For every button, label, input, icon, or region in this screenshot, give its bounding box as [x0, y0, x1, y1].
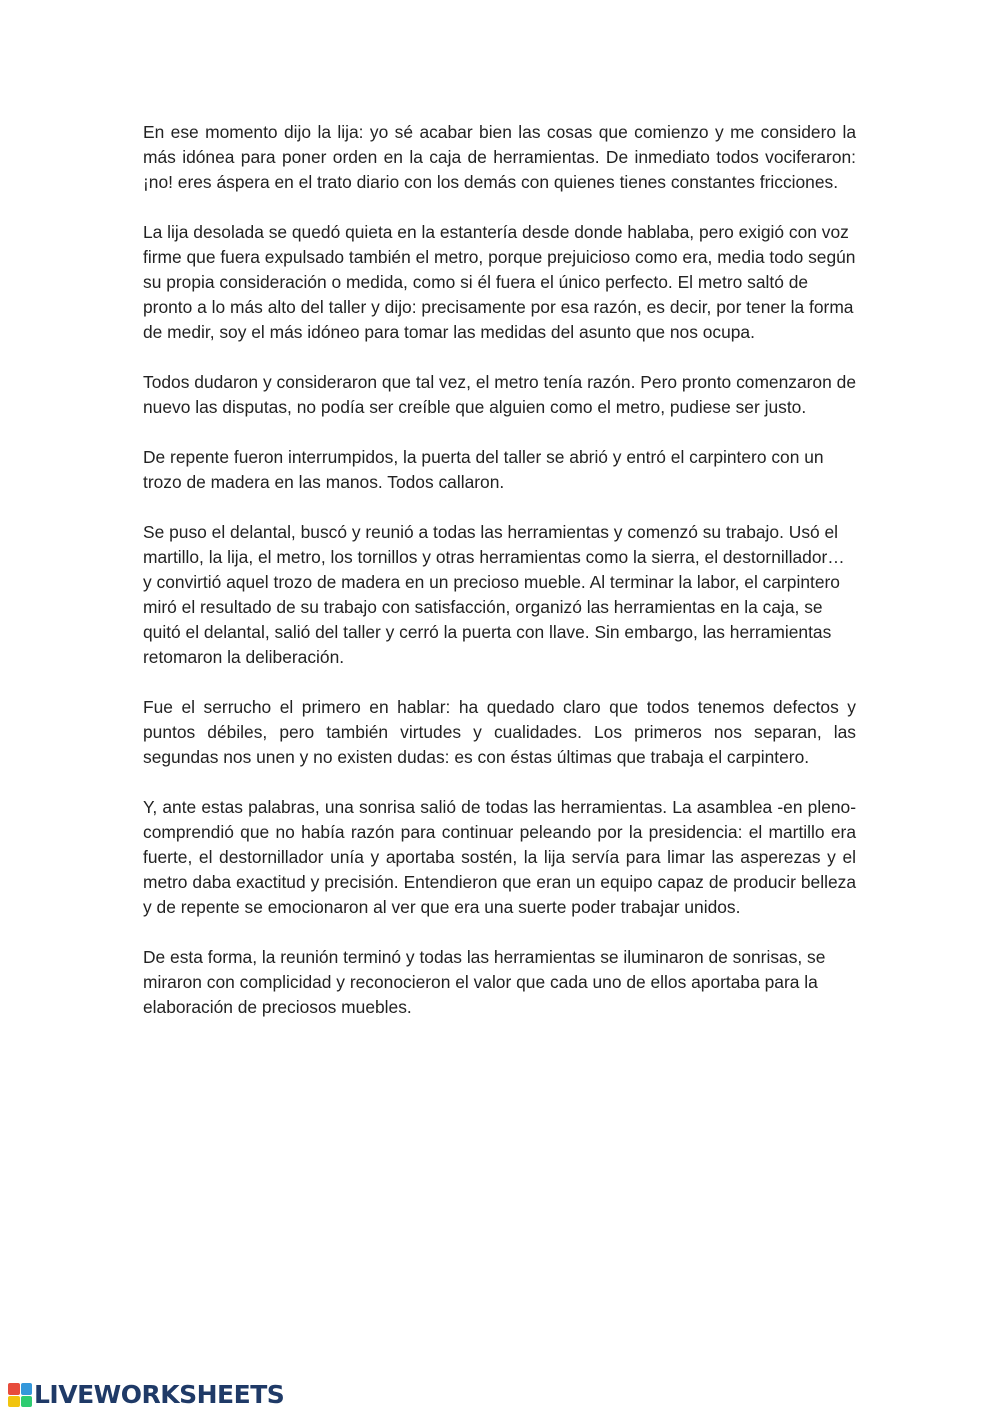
paragraph-5: Se puso el delantal, buscó y reunió a todas las herramientas y comenzó su trabajo. Usó el martillo, la lija, el metro, los tornillos y otras herramientas como la sierra, el destornillador… y convirtió aquel trozo de madera en un precioso mueble. Al terminar la labor, el carpintero miró el resultado de su trabajo con satisfacción, organizó las herramientas en la caja, se quitó el delantal, salió del taller y cerró la puerta con llave. Sin embargo, las herramientas retomaron la deliberación.	[143, 522, 845, 667]
paragraph-1: En ese momento dijo la lija: yo sé acabar bien las cosas que comienzo y me considero la más idónea para poner orden en la caja de herramientas. De inmediato todos vociferaron: ¡no! eres áspera en el trato diario con los demás con quienes tienes constantes fricciones.	[143, 122, 856, 192]
paragraph-8: De esta forma, la reunión terminó y todas las herramientas se iluminaron de sonrisas, se miraron con complicidad y reconocieron el valor que cada uno de ellos aportaba para la elaboración de preciosos muebles.	[143, 947, 826, 1017]
logo-square-yellow	[8, 1396, 20, 1408]
liveworksheets-logo-icon	[8, 1383, 32, 1407]
paragraph-6: Fue el serrucho el primero en hablar: ha quedado claro que todos tenemos defectos y puntos débiles, pero también virtudes y cualidades. Los primeros nos separan, las segundas nos unen y no existen dudas: es con éstas últimas que trabaja el carpintero.	[143, 697, 856, 767]
paragraph-2: La lija desolada se quedó quieta en la estantería desde donde hablaba, pero exigió con voz firme que fuera expulsado también el metro, porque prejuicioso como era, media todo según su propia consideración o medida, como si él fuera el único perfecto. El metro saltó de pronto a lo más alto del taller y dijo: precisamente por esa razón, es decir, por tener la forma de medir, soy el más idóneo para tomar las medidas del asunto que nos ocupa.	[143, 222, 856, 342]
paragraph-4: De repente fueron interrumpidos, la puerta del taller se abrió y entró el carpintero con un trozo de madera en las manos. Todos callaron.	[143, 447, 824, 492]
liveworksheets-logo[interactable]	[8, 1380, 284, 1410]
logo-square-green	[21, 1396, 33, 1408]
paragraph-7: Y, ante estas palabras, una sonrisa salió de todas las herramientas. La asamblea -en pleno- comprendió que no había razón para continuar peleando por la presidencia: el martillo era fuerte, el destornillador unía y aportaba sostén, la lija servía para limar las asperezas y el metro daba exactitud y precisión. Entendieron que eran un equipo capaz de producir belleza y de repente se emocionaron al ver que era una suerte poder trabajar unidos.	[143, 797, 856, 917]
logo-square-red	[8, 1383, 20, 1395]
document-body	[143, 120, 856, 1045]
logo-text: LIVEWORKSHEETS	[34, 1380, 285, 1409]
paragraph-3: Todos dudaron y consideraron que tal vez, el metro tenía razón. Pero pronto comenzaron de nuevo las disputas, no podía ser creíble que alguien como el metro, pudiese ser justo.	[143, 372, 856, 417]
logo-square-blue	[21, 1383, 33, 1395]
